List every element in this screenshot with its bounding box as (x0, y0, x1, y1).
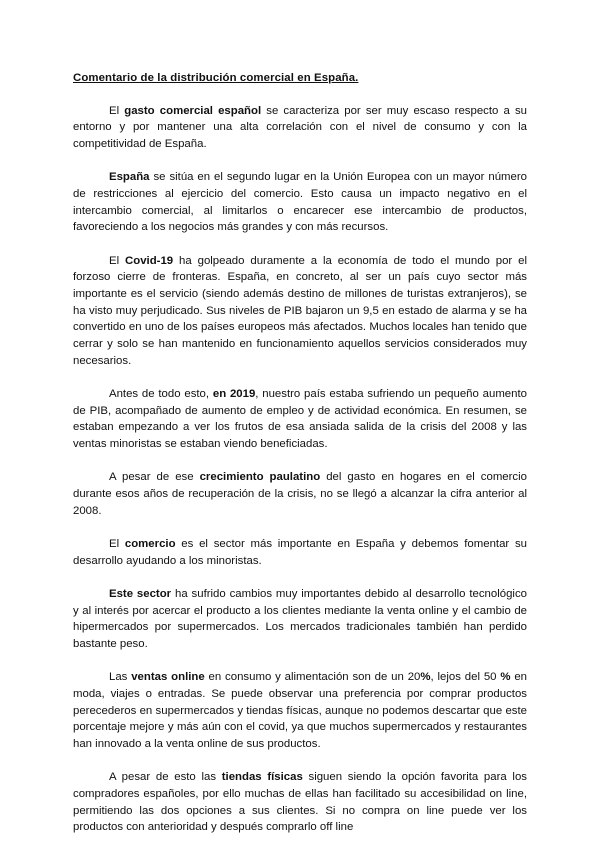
paragraph (73, 536, 527, 569)
bold-text: España (109, 171, 150, 184)
bold-text: crecimiento paulatino (199, 471, 321, 484)
bold-text: Covid-19 (125, 254, 174, 267)
bold-text: % (500, 671, 511, 684)
text-run: en consumo y alimentación son de un 20 (204, 671, 421, 684)
bold-text: ventas online (131, 671, 205, 684)
bold-text: en 2019 (212, 388, 256, 401)
paragraph (73, 669, 527, 753)
paragraph (73, 586, 527, 653)
text-run: se caracteriza por ser muy escaso respecto a su entorno y por mantener una alta correlación con el nivel de consumo y con la competitividad de España. (73, 104, 527, 151)
document-title: Comentario de la distribución comercial en España. (73, 72, 359, 84)
text-run: , nuestro país estaba sufriendo un pequeño aumento de PIB, acompañado de aumento de empleo y de actividad económica. En resumen, se estaban empezando a ver los frutos de esa ansiada salida de la crisis del 2008 y las ventas minoristas se estaban viendo beneficiadas. (73, 388, 527, 451)
paragraph (73, 386, 527, 453)
text-run: El (109, 254, 126, 267)
text-run: del gasto en hogares en el comercio durante esos años de recuperación de la crisis, no se llegó a alcanzar la cifra anterior al 2008. (73, 471, 527, 517)
text-run: , lejos del 50 (430, 671, 501, 684)
text-run: A pesar de esto las (109, 771, 222, 784)
text-run: El (109, 104, 125, 117)
text-run: A pesar de ese (109, 471, 200, 484)
text-run: es el sector más importante en España y debemos fomentar su desarrollo ayudando a los minoristas. (73, 537, 527, 567)
document-page (73, 70, 527, 853)
document-body (73, 103, 527, 836)
text-run: se sitúa en el segundo lugar en la Unión Europea con un mayor número de restricciones al ejercicio del comercio. Esto causa un impacto negativo en el intercambio comercial, al limitarlos o encarecer ese intercambio de productos, favoreciendo a los negocios más grandes y con más recursos. (73, 171, 527, 234)
text-run: El (109, 537, 125, 550)
bold-text: gasto comercial español (124, 104, 262, 117)
text-run: ha sufrido cambios muy importantes debido al desarrollo tecnológico y al interés por acercar el producto a los clientes mediante la venta online y el cambio de hipermercados por supermercados. Los mercados tradicionales también han perdido bastante peso. (73, 587, 527, 650)
bold-text: % (420, 671, 431, 684)
paragraph (73, 769, 527, 836)
paragraph (73, 103, 527, 153)
paragraph (73, 169, 527, 236)
text-run: Las (109, 671, 132, 684)
text-run: Antes de todo esto, (109, 388, 213, 401)
bold-text: Este sector (109, 587, 172, 600)
bold-text: comercio (124, 537, 176, 550)
text-run: ha golpeado duramente a la economía de todo el mundo por el forzoso cierre de fronteras. España, en concreto, al ser un país cuyo sector más importante es el servicio (siendo además destino de millones de turistas extranjeros), se ha visto muy perjudicado. Sus niveles de PIB bajaron un 9,5 en estado de alarma y se ha convertido en uno de los países europeos más afectados. Muchos locales han tenido que cerrar y solo se han mantenido en funcionamiento aquellos servicios considerados muy necesarios. (73, 254, 527, 367)
text-run: siguen siendo la opción favorita para los compradores españoles, por ello muchas de ellas han facilitado su accesibilidad on line, permitiendo las dos opciones a sus clientes. Si no compra on line puede ver los productos con anterioridad y después comprarlo off line (73, 771, 527, 834)
paragraph (73, 253, 527, 370)
bold-text: tiendas físicas (221, 771, 303, 784)
paragraph (73, 469, 527, 519)
text-run: en moda, viajes o entradas. Se puede observar una preferencia por comprar productos perecederos en supermercados y tiendas físicas, aunque no podemos descartar que este porcentaje mejore y más aún con el covid, ya que muchos supermercados y restaurantes han innovado a la venta online de sus productos. (73, 671, 528, 750)
